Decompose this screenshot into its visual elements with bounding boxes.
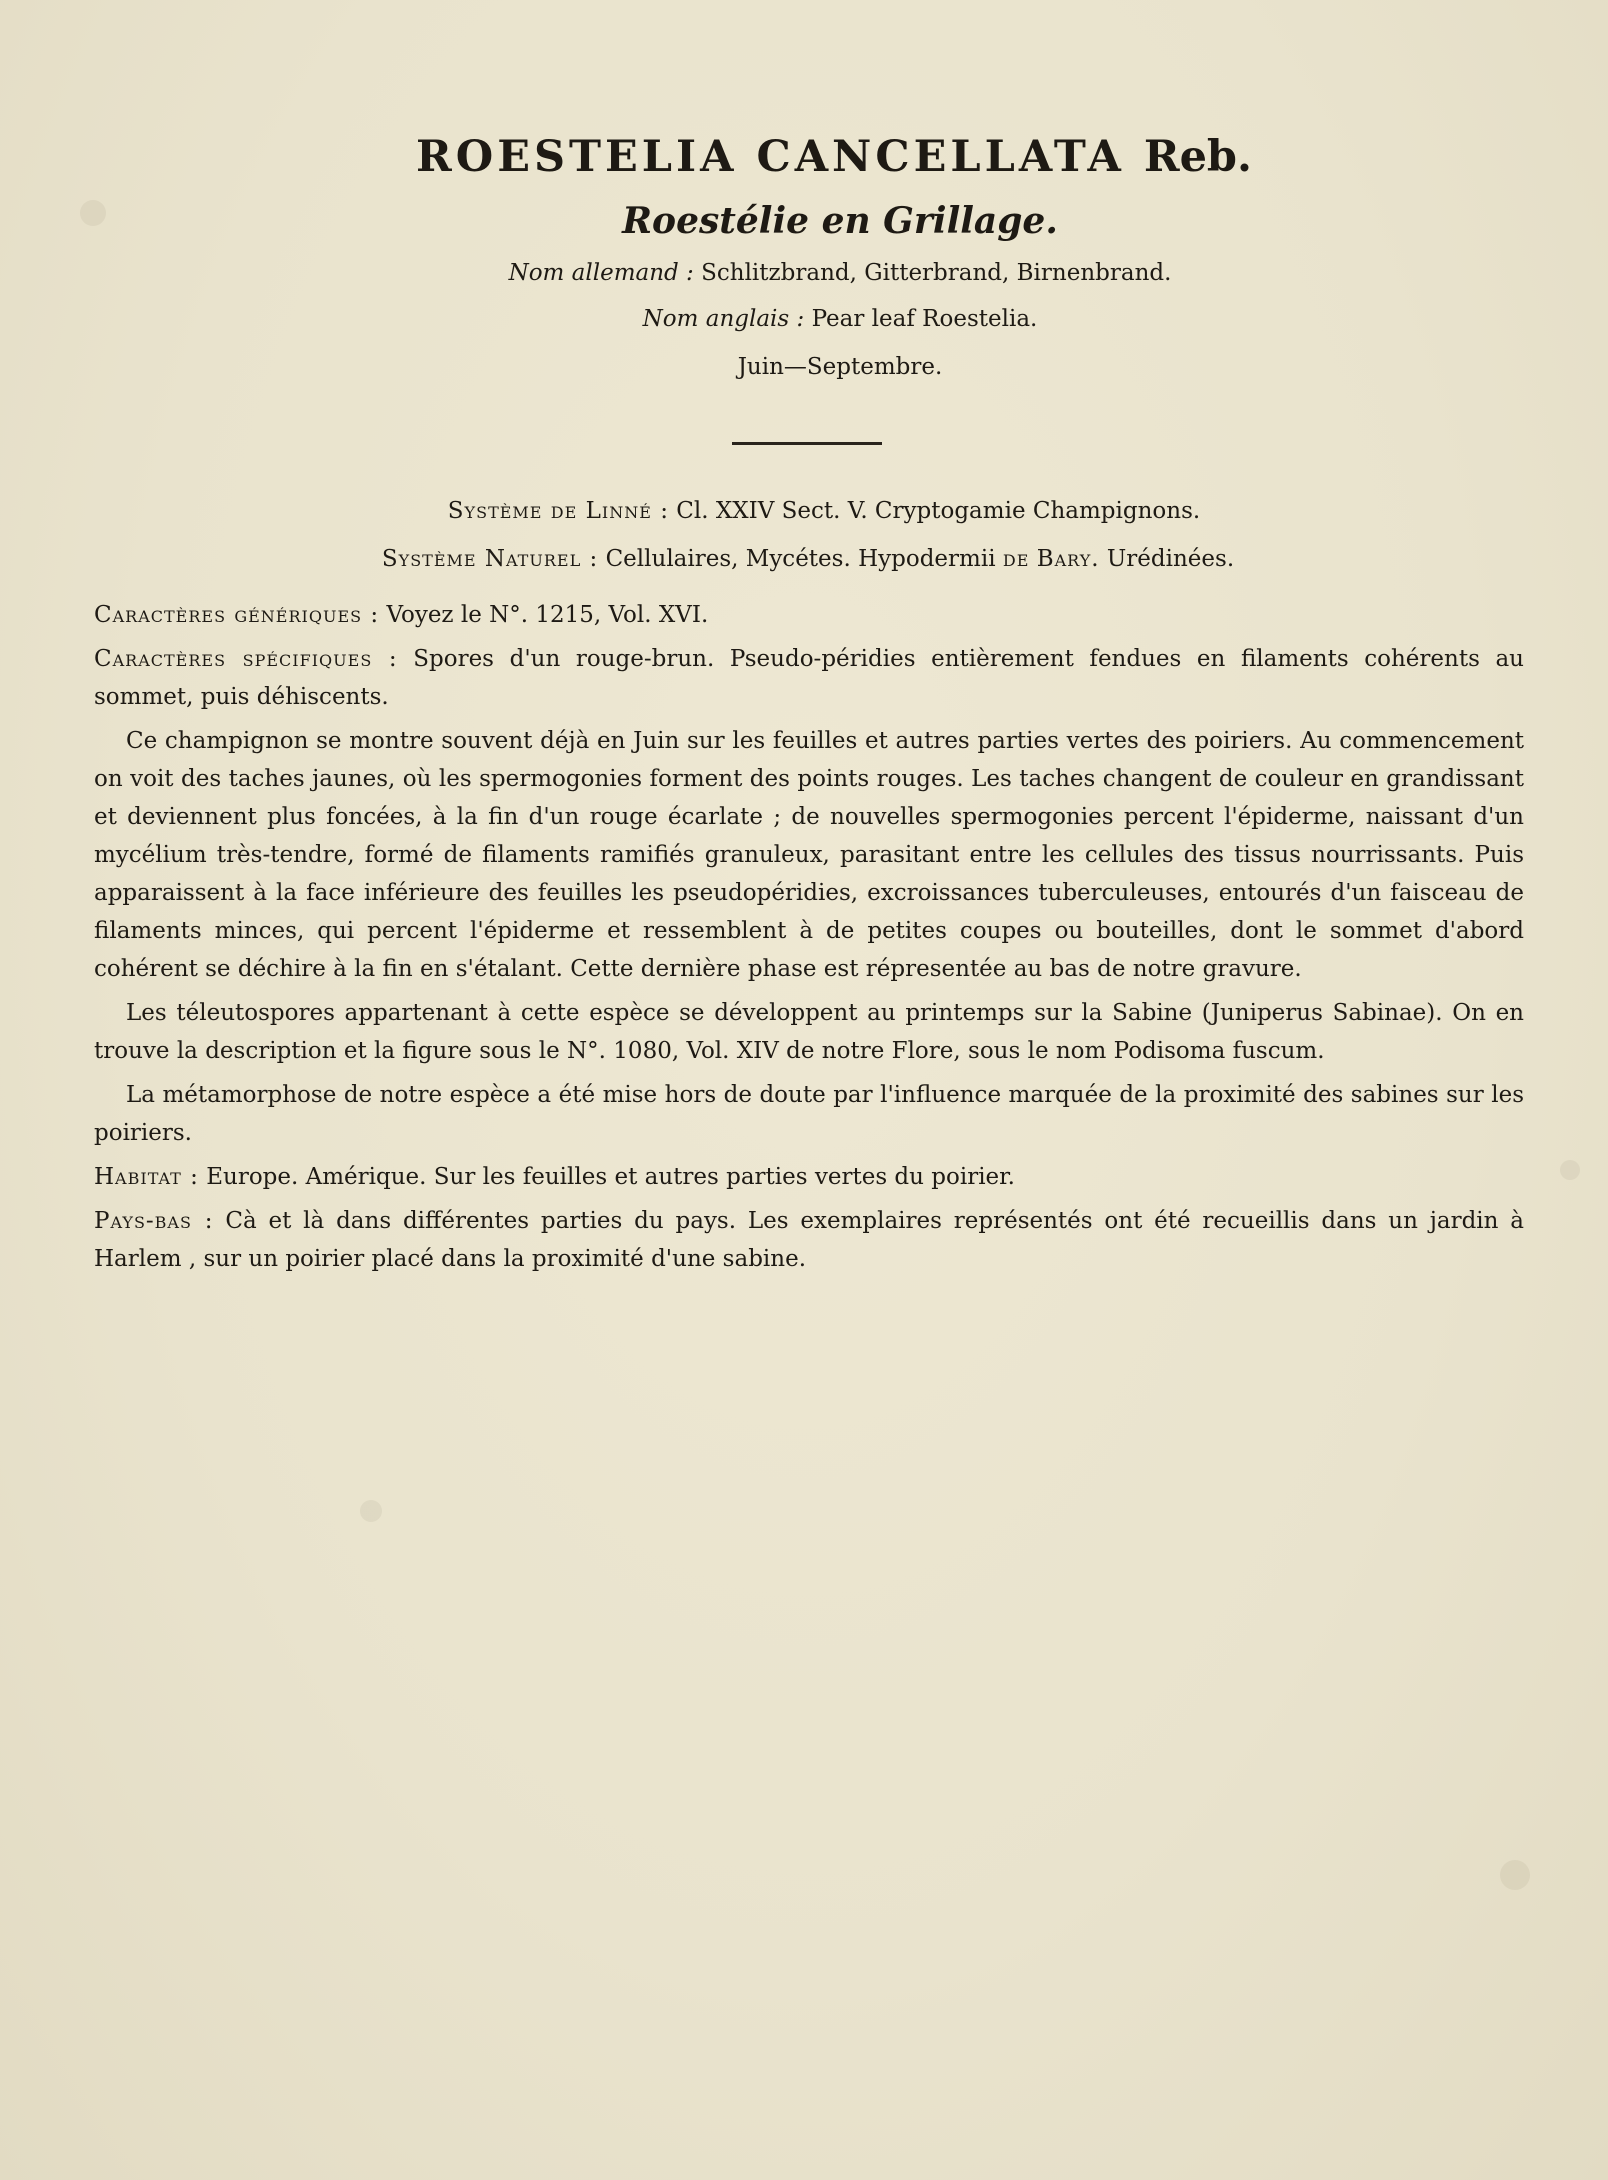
paper-stain: [1560, 1160, 1580, 1180]
netherlands-paragraph: [94, 1202, 1524, 1278]
teleutospores-paragraph: Les téleutospores appartenant à cette espèce se développent au printemps sur la Sabine (Juniperus Sabinae). On en trouve la description et la figure sous le N°. 1080, Vol. XIV de notre Flore, sous le nom Podisoma fuscum.: [94, 1000, 1524, 1064]
specific-characters-value: Spores d'un rouge-brun. Pseudo-péridies entièrement fendues en filaments cohérents au sommet, puis déhiscents.: [94, 646, 1524, 710]
specific-characters-label: Caractères spécifiques :: [94, 646, 398, 672]
habitat-paragraph: [94, 1158, 1524, 1196]
page-title: [30, 132, 1608, 182]
body-text: [94, 596, 1524, 1284]
english-name-value: Pear leaf Roestelia.: [811, 306, 1038, 332]
generic-characters-value: Voyez le N°. 1215, Vol. XVI.: [386, 602, 709, 628]
natural-system-label: Système Naturel :: [381, 546, 599, 572]
linnaean-system-label: Système de Linné :: [447, 498, 669, 524]
title-author: Reb.: [1143, 132, 1252, 182]
season-line: Juin—Septembre.: [737, 354, 943, 380]
specific-characters-paragraph: [94, 640, 1524, 716]
divider-rule: [732, 442, 882, 445]
title-species: ROESTELIA CANCELLATA: [416, 132, 1125, 182]
natural-system-family: Urédinées.: [1106, 546, 1235, 572]
page-subtitle: Roestélie en Grillage.: [622, 200, 1058, 242]
german-name-value: Schlitzbrand, Gitterbrand, Birnenbrand.: [701, 260, 1172, 286]
generic-characters-label: Caractères génériques :: [94, 602, 380, 628]
paper-stain: [1500, 1860, 1530, 1890]
natural-system-line: [4, 546, 1608, 572]
natural-system-de: de: [1002, 546, 1030, 572]
natural-system-bary: Bary.: [1036, 546, 1100, 572]
netherlands-label: Pays-bas :: [94, 1208, 214, 1234]
generic-characters-paragraph: [94, 596, 1524, 634]
netherlands-value: Cà et là dans différentes parties du pays. Les exemplaires représentés ont été recueillis dans un jardin à Harlem , sur un poirier placé dans la proximité d'une sabine.: [94, 1208, 1524, 1272]
paper-stain: [360, 1500, 382, 1522]
description-paragraph: Ce champignon se montre souvent déjà en Juin sur les feuilles et autres parties vertes des poiriers. Au commencement on voit des taches jaunes, où les spermogonies forment des points rouges. Les taches changent de couleur en grandissant et deviennent plus foncées, à la fin d'un rouge écarlate ; de nouvelles spermogonies percent l'épiderme, naissant d'un mycélium très-tendre, formé de filaments ramifiés granuleux, parasitant entre les cellules des tissus nourrissants. Puis apparaissent à la face inférieure des feuilles les pseudopéridies, excroissances tuberculeuses, entourés d'un faisceau de filaments minces, qui percent l'épiderme et ressemblent à de petites coupes ou bouteilles, dont le sommet d'abord cohérent se déchire à la fin en s'étalant. Cette dernière phase est répresentée au bas de notre gravure.: [94, 728, 1524, 982]
german-name-label: Nom allemand :: [508, 260, 694, 286]
english-name-line: [36, 306, 1608, 332]
german-name-line: [36, 260, 1608, 286]
metamorphosis-paragraph: La métamorphose de notre espèce a été mise hors de doute par l'influence marquée de la proximité des sabines sur les poiriers.: [94, 1082, 1524, 1146]
habitat-value: Europe. Amérique. Sur les feuilles et autres parties vertes du poirier.: [206, 1164, 1015, 1190]
natural-system-value: Cellulaires, Mycétes. Hypodermii: [605, 546, 996, 572]
english-name-label: Nom anglais :: [642, 306, 805, 332]
linnaean-system-value: Cl. XXIV Sect. V. Cryptogamie Champignons.: [676, 498, 1201, 524]
habitat-label: Habitat :: [94, 1164, 199, 1190]
linnaean-system-line: [20, 498, 1608, 524]
